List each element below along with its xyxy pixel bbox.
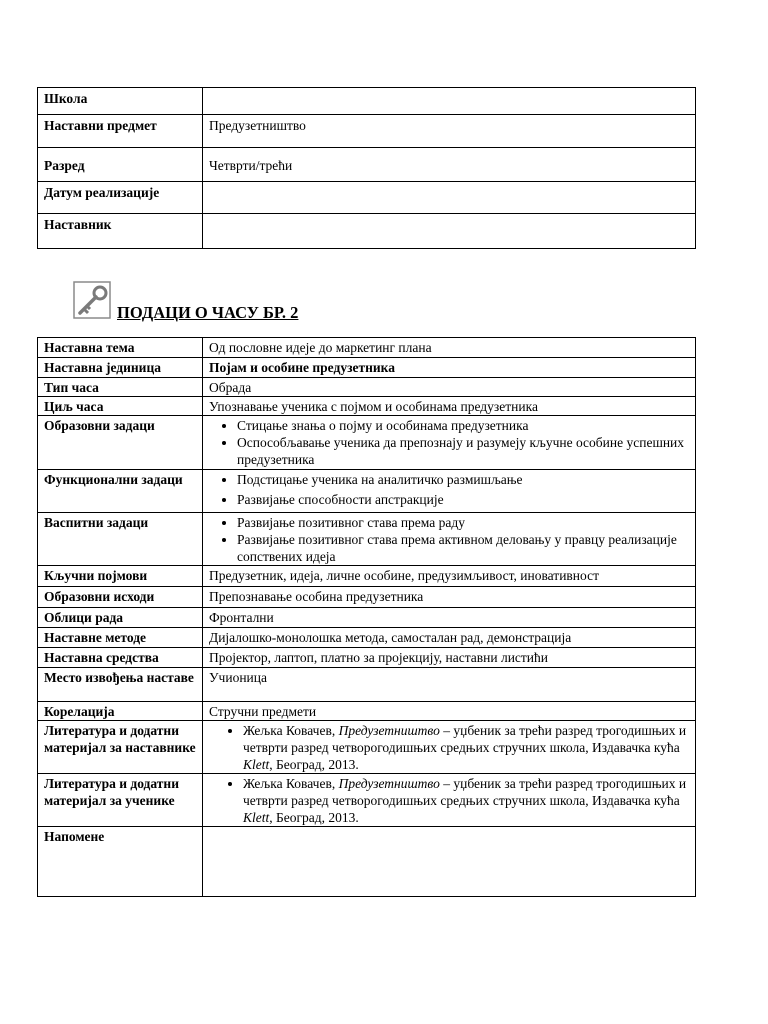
methods-value: Дијалошко-монолошка метода, самосталан рад, демонстрација xyxy=(203,628,696,648)
subject-label: Наставни предмет xyxy=(38,115,203,148)
list-item xyxy=(243,775,689,826)
lit-end: , Београд, 2013. xyxy=(269,757,359,772)
general-info-table xyxy=(37,87,696,249)
goal-label: Циљ часа xyxy=(38,397,203,416)
list-item: • Стицање знања о појму и особинама предузетника xyxy=(237,417,689,434)
lit-teacher-cell xyxy=(203,721,696,774)
lit-publisher: Klett xyxy=(243,810,270,825)
subject-value: Предузетништво xyxy=(203,115,696,148)
lit-teacher-label: Литература и додатни материјал за наставнике xyxy=(38,721,203,774)
list-item: • Подстицање ученика на аналитичко размишљање xyxy=(237,471,689,488)
list-item xyxy=(243,722,689,773)
unit-label: Наставна јединица xyxy=(38,358,203,378)
edu-tasks-cell xyxy=(203,416,696,470)
place-value: Учионица xyxy=(203,668,696,702)
lit-author: Жељка Ковачев, xyxy=(243,776,339,791)
date-value xyxy=(203,182,696,214)
correlation-label: Корелација xyxy=(38,702,203,721)
notes-label: Напомене xyxy=(38,827,203,897)
topic-label: Наставна тема xyxy=(38,338,203,358)
func-tasks-label: Функционални задаци xyxy=(38,470,203,513)
date-label: Датум реализације xyxy=(38,182,203,214)
lit-publisher: Klett xyxy=(243,757,270,772)
teacher-label: Наставник xyxy=(38,214,203,249)
grade-label: Разред xyxy=(38,148,203,182)
key-terms-label: Кључни појмови xyxy=(38,566,203,587)
correlation-value: Стручни предмети xyxy=(203,702,696,721)
unit-value: Појам и особине предузетника xyxy=(203,358,696,378)
lit-mid: – уџбеник за трећи разред трогодишњих и четврти разред четворогодишњих средњих стручних школа, Издавачка кућа xyxy=(243,723,687,755)
work-forms-value: Фронтални xyxy=(203,608,696,628)
goal-value: Упознавање ученика с појмом и особинама предузетника xyxy=(203,397,696,416)
lit-teacher-list xyxy=(209,722,689,773)
outcomes-value: Препознавање особина предузетника xyxy=(203,587,696,608)
lit-end: , Београд, 2013. xyxy=(269,810,359,825)
lit-book: Предузетништво xyxy=(338,776,440,791)
type-label: Тип часа xyxy=(38,378,203,397)
key-terms-value: Предузетник, идеја, личне особине, предузимљивост, иновативност xyxy=(203,566,696,587)
lit-student-list xyxy=(209,775,689,826)
resources-value: Пројектор, лаптоп, платно за пројекцију, наставни листићи xyxy=(203,648,696,668)
resources-label: Наставна средства xyxy=(38,648,203,668)
upbr-tasks-list xyxy=(209,514,689,565)
topic-value: Од пословне идеје до маркетинг плана xyxy=(203,338,696,358)
key-icon xyxy=(73,281,113,321)
list-item: • Развијање способности апстракције xyxy=(237,491,689,508)
teacher-value xyxy=(203,214,696,249)
lit-student-cell xyxy=(203,774,696,827)
lesson-table xyxy=(37,337,696,897)
func-tasks-cell xyxy=(203,470,696,513)
school-label: Школа xyxy=(38,88,203,115)
lit-book: Предузетништво xyxy=(338,723,440,738)
edu-tasks-list xyxy=(209,417,689,468)
func-tasks-list xyxy=(209,471,689,508)
type-value: Обрада xyxy=(203,378,696,397)
list-item: • Оспособљавање ученика да препознају и разумеју кључне особине успешних предузетника xyxy=(237,434,689,468)
lit-mid: – уџбеник за трећи разред трогодишњих и четврти разред четворогодишњих средњих стручних школа, Издавачка кућа xyxy=(243,776,687,808)
list-item: • Развијање позитивног става према раду xyxy=(237,514,689,531)
place-label: Место извођења наставе xyxy=(38,668,203,702)
outcomes-label: Образовни исходи xyxy=(38,587,203,608)
upbr-tasks-label: Васпитни задаци xyxy=(38,513,203,566)
list-item: • Развијање позитивног става према активном деловању у правцу реализације сопствених идеја xyxy=(237,531,689,565)
lit-student-label: Литература и додатни материјал за ученике xyxy=(38,774,203,827)
edu-tasks-label: Образовни задаци xyxy=(38,416,203,470)
methods-label: Наставне методе xyxy=(38,628,203,648)
grade-value: Четврти/трећи xyxy=(203,148,696,182)
school-value xyxy=(203,88,696,115)
section-title: ПОДАЦИ О ЧАСУ БР. 2 xyxy=(117,303,299,322)
work-forms-label: Облици рада xyxy=(38,608,203,628)
lit-author: Жељка Ковачев, xyxy=(243,723,339,738)
upbr-tasks-cell xyxy=(203,513,696,566)
notes-value xyxy=(203,827,696,897)
